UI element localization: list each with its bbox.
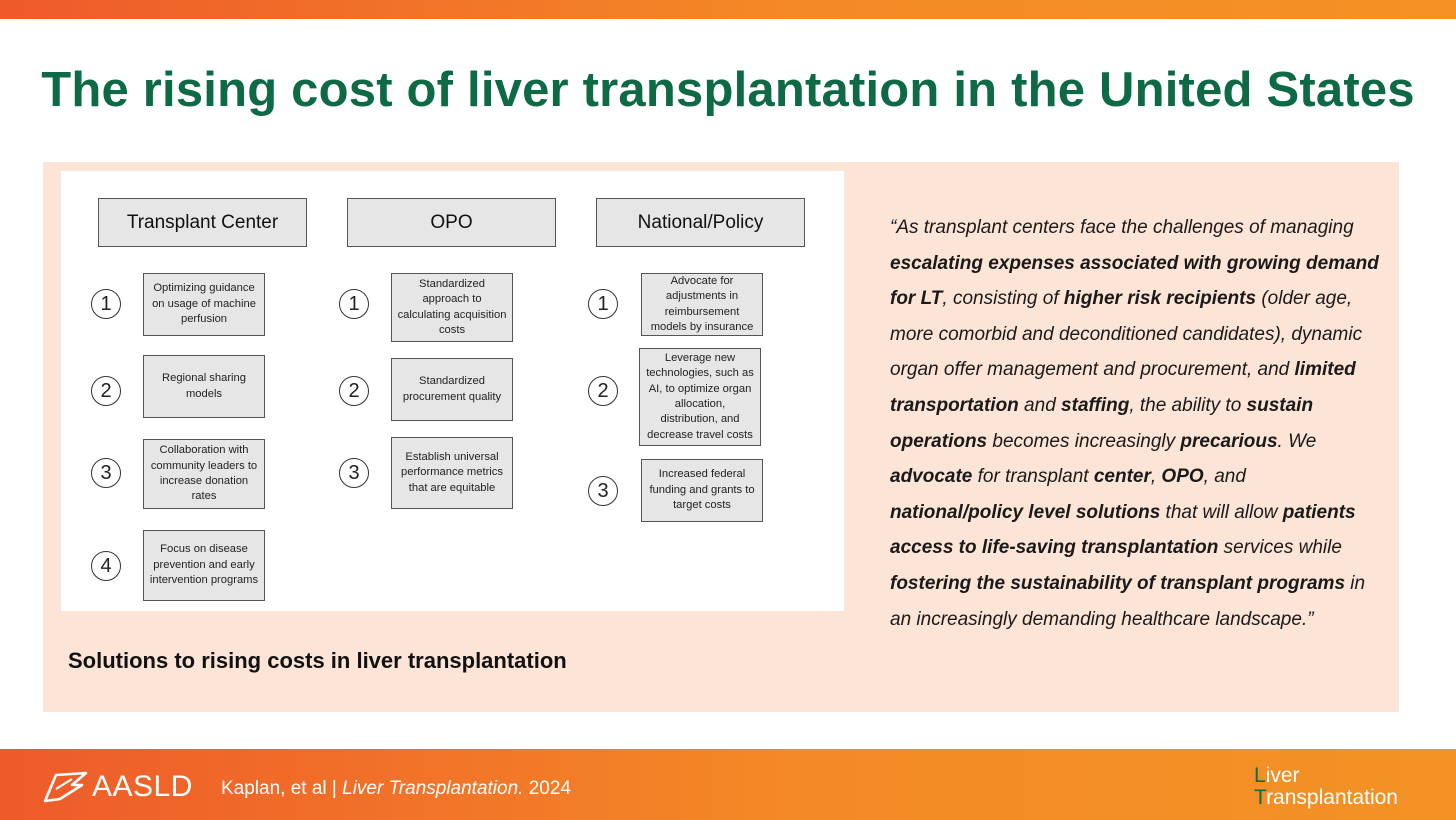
number-circle: 3	[91, 458, 121, 488]
number-circle: 3	[588, 476, 618, 506]
quote-segment: services while	[1218, 537, 1342, 559]
top-accent-bar	[0, 0, 1456, 19]
quote-segment-bold: patients access to life-saving transplantation	[890, 501, 1356, 559]
quote-segment: and	[1018, 394, 1062, 416]
quote-segment-bold: staffing	[1061, 394, 1130, 416]
quote-segment-bold: precarious	[1180, 430, 1278, 452]
citation-separator: |	[331, 778, 337, 799]
solution-box: Standardized procurement quality	[391, 358, 513, 421]
quote-segment: for transplant	[972, 466, 1094, 488]
logo-word: iver	[1265, 764, 1300, 787]
solution-box: Collaboration with community leaders to increase donation rates	[143, 439, 265, 509]
quote-segment-bold: OPO	[1161, 466, 1204, 488]
citation-authors: Kaplan, et al	[221, 778, 327, 799]
citation	[221, 778, 571, 800]
aasld-logo-icon	[42, 769, 90, 803]
diagram-caption: Solutions to rising costs in liver transplantation	[68, 648, 567, 673]
quote-segment-bold: national/policy level solutions	[890, 501, 1161, 523]
logo-initial: L	[1254, 764, 1266, 787]
liver-transplantation-logo	[1254, 765, 1398, 809]
quote-text	[890, 210, 1382, 637]
footer-bar	[0, 749, 1456, 820]
logo-initial: T	[1254, 786, 1267, 809]
quote-segment: that will allow	[1160, 501, 1283, 523]
quote-segment: “As transplant centers face the challenges of managing	[890, 217, 1354, 238]
number-circle: 1	[339, 289, 369, 319]
citation-journal: Liver Transplantation.	[342, 778, 524, 799]
solution-box: Standardized approach to calculating acquisition costs	[391, 273, 513, 342]
number-circle: 2	[588, 376, 618, 406]
number-circle: 2	[91, 376, 121, 406]
quote-segment: , the ability to	[1129, 394, 1247, 416]
number-circle: 3	[339, 458, 369, 488]
number-circle: 1	[588, 289, 618, 319]
quote-segment: ,	[1150, 466, 1162, 488]
quote-segment-bold: escalating expenses associated with growing demand for LT	[890, 252, 1379, 310]
quote-segment: . We	[1277, 430, 1317, 452]
quote-segment-bold: limited transportation	[890, 359, 1356, 416]
column-header-transplant-center: Transplant Center	[98, 198, 307, 247]
quote-segment: , consisting of	[942, 288, 1064, 310]
solution-box: Advocate for adjustments in reimbursement models by insurance	[641, 273, 763, 336]
column-header-opo: OPO	[347, 198, 556, 247]
quote-segment: , and	[1203, 466, 1246, 488]
number-circle: 2	[339, 376, 369, 406]
quote-segment-bold: center	[1093, 466, 1151, 488]
quote-segment: becomes increasingly	[987, 430, 1181, 452]
page-title: The rising cost of liver transplantation in the United States	[41, 63, 1415, 117]
quote-segment-bold: sustain operations	[890, 394, 1314, 452]
citation-year: 2024	[528, 778, 572, 799]
solution-box: Regional sharing models	[143, 355, 265, 418]
solutions-diagram	[61, 171, 844, 611]
number-circle: 4	[91, 551, 121, 581]
solution-box: Leverage new technologies, such as AI, to optimize organ allocation, distribution, and decrease travel costs	[639, 348, 761, 446]
solution-box: Increased federal funding and grants to target costs	[641, 459, 763, 522]
solution-box: Establish universal performance metrics that are equitable	[391, 437, 513, 509]
column-header-national-policy: National/Policy	[596, 198, 805, 247]
solution-box: Optimizing guidance on usage of machine perfusion	[143, 273, 265, 336]
quote-segment: (older age, more comorbid and deconditioned candidates), dynamic organ offer management and procurement, and	[890, 288, 1363, 381]
quote-segment-bold: higher risk recipients	[1063, 288, 1257, 310]
solution-box: Focus on disease prevention and early intervention programs	[143, 530, 265, 601]
quote-segment: in an increasingly demanding healthcare landscape.”	[890, 572, 1366, 630]
quote-segment-bold: fostering the sustainability of transplant programs	[890, 572, 1346, 594]
logo-word: ransplantation	[1266, 786, 1398, 809]
quote-segment-bold: advocate	[890, 466, 973, 488]
aasld-logo-text: AASLD	[92, 770, 193, 803]
number-circle: 1	[91, 289, 121, 319]
